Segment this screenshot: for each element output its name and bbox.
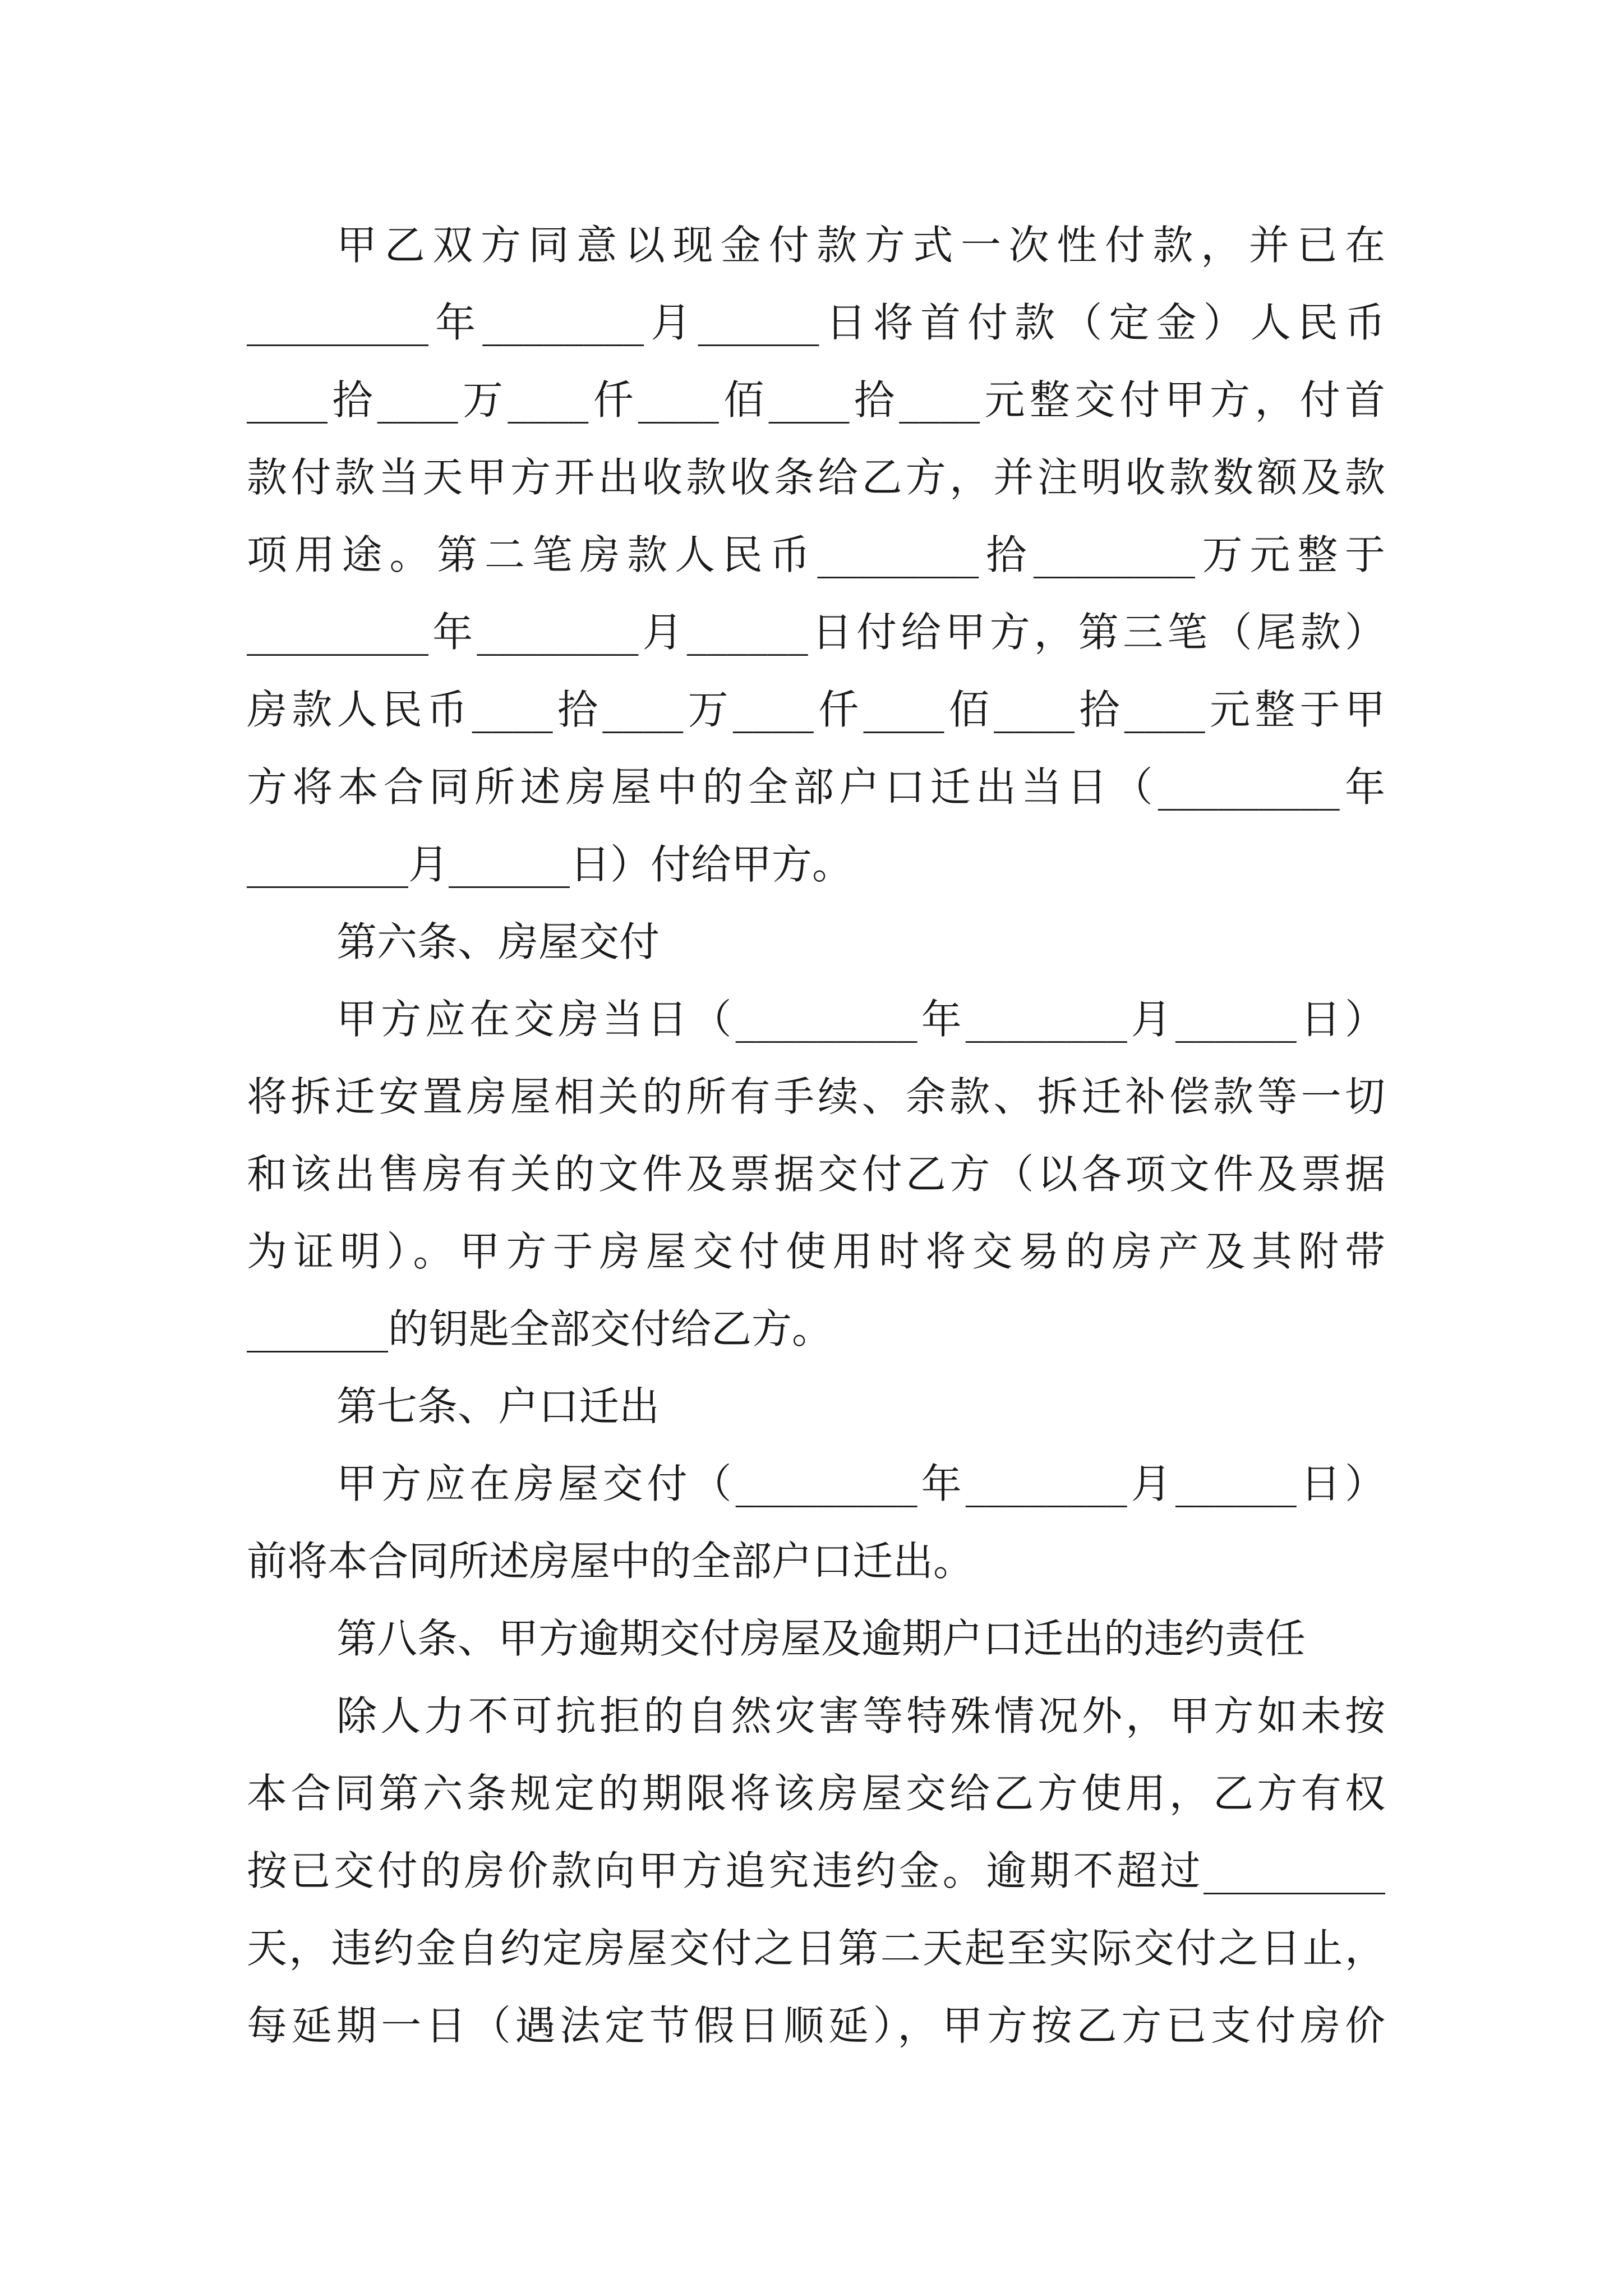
paragraph-line: 甲乙双方同意以现金付款方式一次性付款，并已在 bbox=[336, 222, 1385, 269]
paragraph-line: 甲方应在交房当日（_________年________月______日） bbox=[336, 996, 1385, 1043]
paragraph-line: ____拾____万____仟____佰____拾____元整交付甲方，付首 bbox=[247, 376, 1385, 424]
paragraph-line: 将拆迁安置房屋相关的所有手续、余款、拆迁补偿款等一切 bbox=[247, 1073, 1385, 1120]
paragraph-line: ________月______日）付给甲方。 bbox=[247, 841, 853, 888]
paragraph-line: 前将本合同所述房屋中的全部户口迁出。 bbox=[247, 1538, 974, 1585]
paragraph-line: 和该出售房有关的文件及票据交付乙方（以各项文件及票据 bbox=[247, 1151, 1385, 1198]
paragraph-line: 项用途。第二笔房款人民币________拾________万元整于 bbox=[247, 531, 1385, 578]
paragraph-line: _________年________月______日将首付款（定金）人民币 bbox=[247, 299, 1385, 346]
section-heading-7: 第七条、户口迁出 bbox=[336, 1383, 660, 1430]
paragraph-line: 天，违约金自约定房屋交付之日第二天起至实际交付之日止， bbox=[247, 1925, 1385, 1972]
paragraph-line: 本合同第六条规定的期限将该房屋交给乙方使用，乙方有权 bbox=[247, 1770, 1385, 1817]
section-heading-8: 第八条、甲方逾期交付房屋及逾期户口迁出的违约责任 bbox=[336, 1615, 1306, 1662]
paragraph-line: _______的钥匙全部交付给乙方。 bbox=[247, 1305, 833, 1352]
paragraph-line: 甲方应在房屋交付（_________年________月______日） bbox=[336, 1460, 1385, 1507]
paragraph-line: _________年________月______日付给甲方，第三笔（尾款） bbox=[247, 609, 1385, 656]
paragraph-line: 每延期一日（遇法定节假日顺延），甲方按乙方已支付房价 bbox=[247, 2002, 1385, 2049]
paragraph-line: 方将本合同所述房屋中的全部户口迁出当日（_________年 bbox=[247, 763, 1385, 811]
section-heading-6: 第六条、房屋交付 bbox=[336, 918, 660, 965]
paragraph-line: 除人力不可抗拒的自然灾害等特殊情况外，甲方如未按 bbox=[336, 1692, 1385, 1740]
paragraph-line: 款付款当天甲方开出收款收条给乙方，并注明收款数额及款 bbox=[247, 454, 1385, 501]
paragraph-line: 房款人民币____拾____万____仟____佰____拾____元整于甲 bbox=[247, 686, 1385, 733]
paragraph-line: 按已交付的房价款向甲方追究违约金。逾期不超过_________ bbox=[247, 1847, 1385, 1894]
paragraph-line: 为证明）。甲方于房屋交付使用时将交易的房产及其附带 bbox=[247, 1228, 1385, 1275]
